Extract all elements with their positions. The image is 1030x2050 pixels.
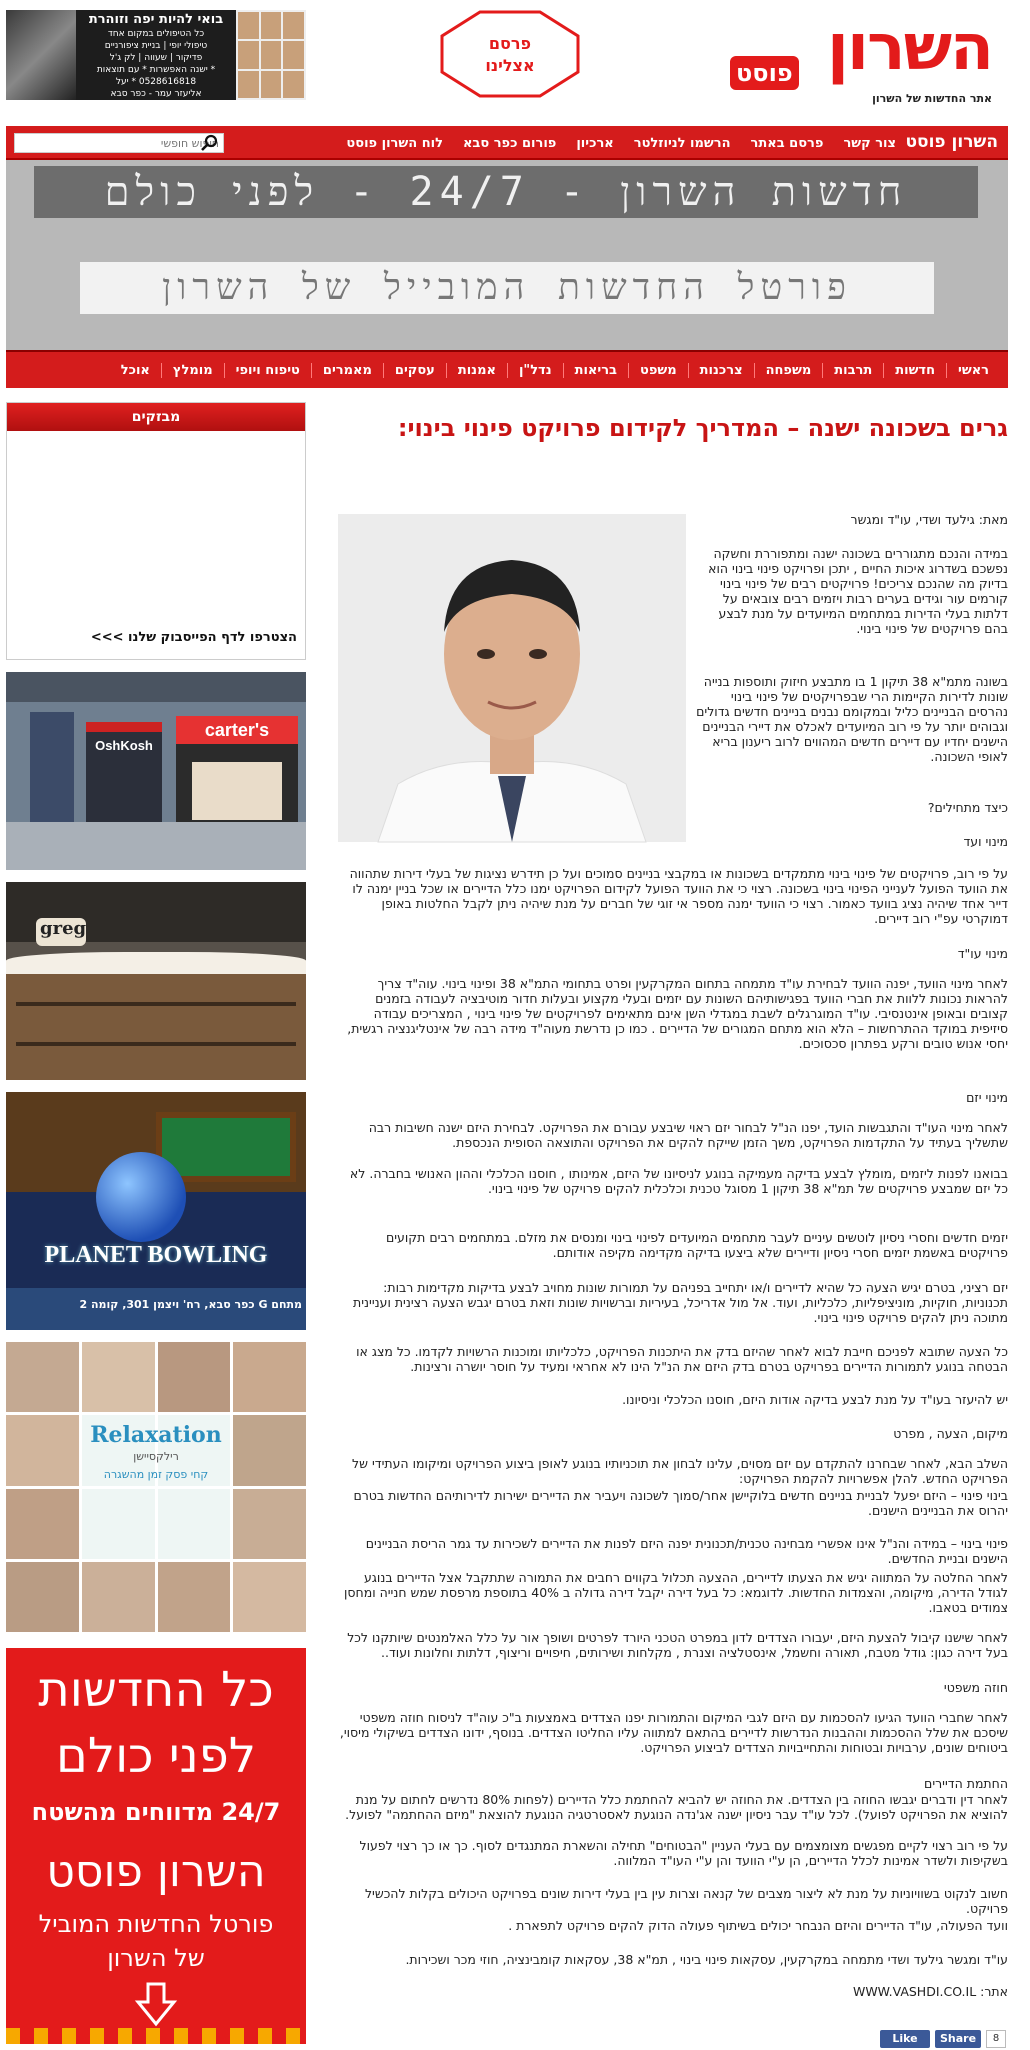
- cat-item-recommended[interactable]: מומלץ: [161, 363, 224, 378]
- search-input[interactable]: [14, 133, 224, 153]
- article-title: גרים בשכונה ישנה – המדריך לקידום פרויקט פינוי בינוי:: [397, 414, 1008, 442]
- article-paragraph: לאחר שישנו קיבול להצעת היזם, יעבורו הצדדים לדון במפרט הטכני היורד לפרטים ושופך אור על כלל האלמנטים שיותקנו לכל בעל דירה כגון: גודל מטבח, תאורה וחשמל, אינסטלציה וצנרת , מקלחות ושירותים, חיפויים וריצוף, דלתות וחלונות ועוד..: [347, 1630, 1008, 1660]
- facebook-share-button[interactable]: Share: [935, 2030, 981, 2048]
- cat-item-business[interactable]: עסקים: [383, 363, 446, 378]
- nav-brand[interactable]: השרון פוסט: [905, 132, 998, 152]
- ad-line: כל הטיפולים במקום אחד: [107, 29, 205, 39]
- promo-line6: של השרון: [107, 1944, 205, 1972]
- cat-item-art[interactable]: אמנות: [446, 363, 507, 378]
- hero-banner: [6, 160, 1008, 350]
- ad-model-photo: [6, 10, 76, 100]
- cat-item-realestate[interactable]: נדל"ן: [507, 363, 563, 378]
- ad-line: פדיקור | שעווה | לק ג'ל: [109, 53, 203, 63]
- category-navigation: [6, 350, 1008, 388]
- article-paragraph: עו"ד ומגשר גילעד ושדי מתמחה במקרקעין, עסקאות פינוי בינוי , תמ"א 38, עסקאות קומבינציה, חוזי מכר ושכירות.: [405, 1952, 1008, 1967]
- logo-main-text: השרון: [827, 11, 992, 85]
- article-paragraph: על פי רוב, פרויקטים של פינוי בינוי מתמקדים בשכונות או במקבצי בניינים סמוכים ועל כן תידרש נציגות של בעלי דירות שתהווה את הוועד הפועל לענייני הפינוי בינוי בשכונה. רצוי כי את הוועד הפועל לקידום הפרויקט ימנו כלל הדיירים או שכל בניין ימנה לו דייר אחד שיהיה נציג בוועד כאמור. רצוי כי הוועד ימנה מספר אי זוגי של חברים על מנת שיהיה ניתן לקבל החלטות באופן דמוקרטי עפ"י רוב דיירים.: [349, 866, 1008, 926]
- article-paragraph: על פי רוב רצוי לקיים מפגשים מצומצמים עם בעלי העניין "הבטוחים" תחילה והשארת המתנגדים לסוף. כך או כך רצוי לפעול בשקיפות ולשדר אמינות לכלל הדיירים, הן ע"י הוועד והן ע"י העו"ד המלווה.: [359, 1838, 1008, 1868]
- nav-item-advertise[interactable]: פרסם באתר: [750, 135, 824, 151]
- ad-phone: 0528616818 * יעל: [115, 77, 197, 87]
- cat-item-health[interactable]: בריאות: [563, 363, 628, 378]
- article-paragraph: כל הצעה שתובא לפניכם חייבת לבוא לאחר שהיזם בדק את היתכנות הפרויקט, כלכליותו ומוכנות הרשויות לקדמו. כל מצג או הבטחה בנוגע לתמורות הדיירים בפרויקט בטרם בדק היזם את הנ"ל הינו לא אחראי ומעיד על חוסר יושרה ורצינות.: [356, 1344, 1008, 1374]
- article-paragraph: לאחר דין ודברים יגבשו החוזה בין הצדדים. את החוזה יש להביא להחתמת כלל הדיירים (לפחות 80% נדרשים לחתום על מנת להוציא את הפרויקט לפועל). לכל עו"ד עבר ניסיון ישנה אג'נדה הנוגעת לאסטרטגיה הנוגעת להוצאת "מיזם ההחתמה" לפועל.: [345, 1792, 1008, 1822]
- cat-item-beauty[interactable]: טיפוח ויופי: [224, 363, 311, 378]
- facebook-like-button[interactable]: Like: [880, 2030, 930, 2048]
- article-paragraph: לאחר מינוי העו"ד והתגבשות הועד, יפנו הנ"ל לבחור יזם ראוי שיבצע עבורם את הפרויקט. לבחירת היזם ישנה חשיבות רבה שתשליך בעתיד על התקדמות הפרויקט, משך הזמן שייקח להקים את הפרויקט והתוצאה הסופית הנכספת.: [368, 1120, 1008, 1150]
- sidebar-ad-bowling[interactable]: [6, 1092, 306, 1330]
- social-share-bar: [880, 2030, 1010, 2048]
- article-subheading: מינוי יזם: [966, 1090, 1008, 1105]
- author-portrait: [338, 514, 686, 842]
- promo-line1: כל החדשות: [38, 1662, 274, 1718]
- top-banner-ad[interactable]: [6, 10, 306, 111]
- ad-text: [78, 12, 234, 112]
- bowling-address: מתחם G כפר סבא, רח' ויצמן 301, קומה 2: [79, 1298, 302, 1311]
- logo-post-badge: פוסט: [730, 56, 799, 90]
- article-author: מאת: גילעד ושדי, עו"ד ומגשר: [850, 512, 1008, 527]
- cat-item-articles[interactable]: מאמרים: [311, 363, 383, 378]
- cat-item-food[interactable]: אוכל: [120, 362, 150, 378]
- facebook-join-link[interactable]: הצטרפו לדף הפייסבוק שלנו >>>: [90, 630, 297, 645]
- bowling-logo: PLANET BOWLING: [44, 1242, 268, 1268]
- article-paragraph: וועד הפעולה, עו"ד הדיירים והיזם הנבחר יכולים בשיתוף פעולה הדוק להקים פרויקט לתפארת .: [508, 1918, 1008, 1933]
- cat-item-law[interactable]: משפט: [628, 363, 688, 378]
- arrow-down-icon: [136, 1982, 176, 2026]
- article-subheading: כיצד מתחילים?: [927, 800, 1008, 815]
- logo-tagline: אתר החדשות של השרון: [872, 92, 992, 105]
- relaxation-title: Relaxation: [90, 1422, 222, 1448]
- article-paragraph: השלב הבא, לאחר שבחרנו להתקדם עם יזם מסוים, עלינו לבחון את תוכניותיו בנוגע לאופן ביצוע הפרויקט ומיקומו העתידי של הפרויקט החדש. להלן אפשרויות להקמת הפרויקט:: [352, 1456, 1008, 1486]
- article-paragraph: בינוי פינוי – היזם יפעל לבניית בניינים חדשים בלוקיישן אחר/סמוך לשכונה ויעביר את הדיירים ישירות לדירותיהם החדשות בטרם יהרוס את הבניינים הישנים.: [353, 1488, 1008, 1518]
- article-paragraph: בבואנו לפנות ליזמים ,מומלץ לבצע בדיקה מעמיקה בנוגע לניסיונו של היזם, אמינותו , חוסנו הכלכלי וההון האנושי בחברה. לא כל יזם שמבצע פרויקטים של תמ"א 38 תיקון 1 מסוגל טכנית וכלכלית להקים פרויקט של פינוי בינוי.: [349, 1166, 1008, 1196]
- ad-line: * ישנה האפשרות * עם תוצאות: [96, 65, 216, 75]
- nav-item-board[interactable]: לוח השרון פוסט: [346, 135, 443, 151]
- article-subheading: מינוי ועד: [963, 834, 1008, 849]
- main-nav-list: [326, 126, 896, 160]
- share-count: 8: [986, 2030, 1006, 2048]
- sidebar-ad-mall[interactable]: [6, 672, 306, 870]
- octagon-icon: [440, 10, 580, 98]
- article-paragraph: חשוב לנקוט בשוויוניות על מנת לא ליצור מצבים של קנאה וצרות עין בין בעלי דירות שונים בפרויקט היכולים בקלות להכשיל פרויקט.: [364, 1886, 1008, 1916]
- relaxation-subtitle: רילקסיישן: [133, 1450, 179, 1463]
- nav-item-contact[interactable]: צור קשר: [843, 135, 896, 151]
- promo-line5: פורטל החדשות המוביל: [38, 1910, 274, 1938]
- banner-slogan: חדשות השרון - 24/7 - לפני כולם: [34, 166, 978, 218]
- main-navigation: [6, 126, 1008, 160]
- nav-item-newsletter[interactable]: הרשמו לניוזלטר: [633, 135, 731, 151]
- advertise-line1: פרסם: [488, 34, 532, 53]
- promo-line4: השרון פוסט: [46, 1846, 266, 1897]
- category-nav-list: [110, 352, 1000, 388]
- promo-line3: 24/7 מדווחים מהשטח: [31, 1798, 281, 1826]
- article-paragraph: במידה והנכם מתגוררים בשכונה ישנה ומתפוררת וחשקה נפשכם בשדרוג איכות החיים , יתכן ופרויקט פינוי בינוי הוא בדיוק מה שהנכם צריכים! פרויקטים רבים של פינוי בינוי קורמים עור וגידים בערים רבות ויזמים רבים צובאים על דלתות בעלי הדירות במתחמים המיועדים על מנת לבצע בהם פרויקטים של פינוי בינוי.: [708, 546, 1008, 636]
- article-paragraph: לאחר החלטה על המתווה יגיש את הצעתו לדיירים, ההצעה תכלול בקווים רחבים את התמורה שתתקבל אצל הדיירים בנוגע לגודל הדירה, מיקומה, והצמדות החדשות. לדוגמא: כל בעל דירה יקבל דירה גדולה ב 40% בתוספת מרפסת שמש חנייה ומחסן צמודים בטאבו.: [344, 1570, 1008, 1615]
- hot-news-header: מבזקים: [7, 403, 305, 431]
- sidebar-ad-relaxation[interactable]: [6, 1342, 306, 1632]
- nav-item-forum[interactable]: פורום כפר סבא: [462, 135, 557, 151]
- article-paragraph: פינוי בינוי – במידה והנ"ל אינו אפשרי מבחינה טכנית/תכנונית יפנה היזם לפנות את הדיירים לשכירות עד גמר הריסת הבניינים הישנים ובניית החדשים.: [365, 1536, 1008, 1566]
- sidebar-ad-news-promo[interactable]: [6, 1648, 306, 2044]
- article-paragraph: יש להיעזר בעו"ד על מנת לבצע בדיקה אודות היזם, חוסנו הכלכלי וניסיונו.: [622, 1392, 1008, 1407]
- article-subheading: חוזה משפטי: [943, 1680, 1008, 1695]
- cat-item-family[interactable]: משפחה: [754, 363, 823, 378]
- ad-headline: בואי להיות יפה וזוהרת: [88, 12, 224, 27]
- nav-item-archive[interactable]: ארכיון: [576, 135, 614, 151]
- article-subheading: החתמת הדיירים: [924, 1776, 1008, 1791]
- ad-hours: כפר סבא - מקבלת עד 23:00: [98, 101, 214, 111]
- ad-line: טיפולי יופי | בניית ציפורניים: [104, 41, 208, 51]
- cat-item-consumer[interactable]: צרכנות: [688, 363, 754, 378]
- search-icon[interactable]: [200, 134, 220, 152]
- article-paragraph: לאחר מינוי הוועד, יפנה הוועד לבחירת עו"ד מתמחה בתחום המקרקעין ופרט בתחומי התמ"א 38 ופינוי בינוי. עוה"ד צריך להראות נכונות ללוות את חברי הוועד בפגישותיהם השונות עם יזמים ובעלי מקצוע ובעלות חדור מוטיבציה לעבודה בזמנים קצובים ובאופן אינטנסיבי. עו"ד המוגרגלים לשבת במגדלי השן אינם מתאימים לפרויקטים של פינוי בינוי , המצריכים עבודה סיזיפית במוקד ההתרחשות – הלא הוא מתחם המגורים של הדיירים . כמו כן נדרשת מעוה"ד מידה רבה של אינטליגנציה רגשית, יחסי אנוש טובים ורקע בפתרון סכסוכים.: [347, 976, 1008, 1051]
- cat-item-home[interactable]: ראשי: [946, 363, 1000, 378]
- ad-nails-gallery: [236, 10, 306, 100]
- hot-news-box: [6, 402, 306, 660]
- article-paragraph: יזמים חדשים וחסרי ניסיון לוטשים עיניים לעבר מתחמים המיועדים לפינוי בינוי ומנסים את מזלם. במתחמים רבים תקועים פרויקטים באשמת יזמים חסרי ניסיון ודיירים שלא ביצעו בדיקה מקדימה מקיפה אודותם.: [385, 1230, 1008, 1260]
- article-paragraph: יזם רציני, בטרם יגיש הצעה כל שהיא לדיירים ו/או יתחייב בפניהם על תמורות שונות מחויב לבצע בדיקות מקדימות רבות: תכנוניות, חוקיות, מוניציפליות, כלכליות, ועוד. אל מול אדריכל, בעיריות וברשויות שונות וזאת בטרם יגבש הצעה רצינית ועניינית מתוכה ניתן להקים פרויקט פינוי בינוי.: [353, 1280, 1008, 1325]
- store-sign-oshkosh: OshKosh: [95, 738, 153, 753]
- article-paragraph: בשונה מתמ"א 38 תיקון 1 בו מתבצע חיזוק ותוספות בנייה שונות לדירות הקיימות הרי שבפרויקטים של פינוי בינוי נהרסים הבניינים כליל ובמקומם נבנים בניינים חדשים גדולים וגבוהים יותר על פי רוב המיועדים לאכלס את דיירי הבניינים הישנים יחדיו עם דיירים חדשים המהווים לרוב ריענון בריא לאופי השכונה.: [696, 674, 1008, 764]
- store-sign-carters: carter's: [204, 720, 270, 740]
- sidebar-ad-cafe[interactable]: [6, 882, 306, 1080]
- article-subheading: מיקום, הצעה , מפרט: [893, 1426, 1008, 1441]
- promo-line2: לפני כולם: [55, 1728, 257, 1784]
- cat-item-culture[interactable]: תרבות: [822, 363, 883, 378]
- author-website-link[interactable]: אתר: WWW.VASHDI.CO.IL: [852, 1984, 1008, 1999]
- ad-line: אליעזר עמר - כפר סבא: [110, 89, 202, 99]
- banner-subslogan: פורטל החדשות המובייל של השרון: [80, 262, 934, 314]
- relaxation-tagline: קחי פסק זמן מהשגרה: [103, 1468, 209, 1481]
- cafe-logo: greg: [40, 918, 87, 939]
- advertise-with-us-badge[interactable]: [440, 10, 580, 98]
- site-logo[interactable]: [730, 11, 992, 105]
- bowling-ball-icon: [96, 1152, 186, 1242]
- article-subheading: מינוי עו"ד: [957, 946, 1008, 961]
- advertise-line2: אצלינו: [485, 56, 535, 75]
- cat-item-news[interactable]: חדשות: [883, 363, 946, 378]
- article-paragraph: לאחר שחברי הוועד הגיעו להסכמות עם היזם לגבי המיקום והתמורות יפנו הצדדים באמצעות ב"כ עוה"ד לניסוח חוזה משפטי שיסכם את שלל ההסכמות וההבנות הנדרשות לדיירים בהתאם למתווה עליו החליטו הצדדים. בנוסף, ידונו הצדדים בשיקולי מיסוי, ביטוחים שונים, ערבויות ובטוחות והתחייבויות הצדדים לביצוע הפרויקט.: [339, 1710, 1008, 1755]
